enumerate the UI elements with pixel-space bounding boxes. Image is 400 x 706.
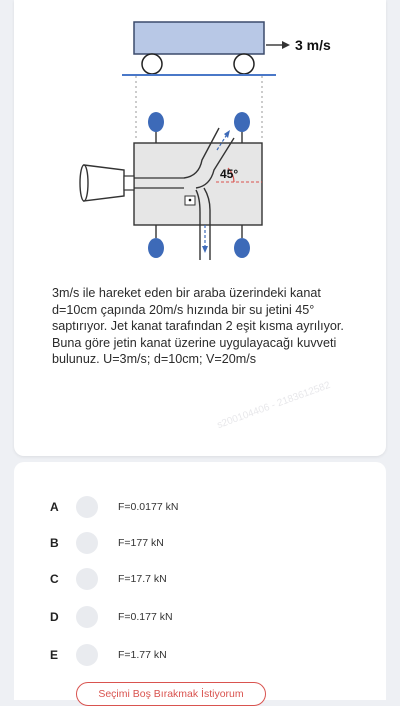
wheel-bottom-left (148, 238, 164, 258)
skip-button[interactable]: Seçimi Boş Bırakmak İstiyorum (76, 682, 266, 706)
option-text: F=1.77 kN (118, 649, 167, 661)
watermark: s200104406 - 2183612582 (215, 379, 332, 432)
lower-cart-body (134, 143, 262, 225)
angle-label: 45° (220, 167, 239, 181)
option-letter: C (50, 572, 59, 586)
wheel-top-left (148, 112, 164, 132)
option-a[interactable] (14, 492, 386, 522)
option-text: F=0.0177 kN (118, 501, 179, 513)
question-text: 3m/s ile hareket eden bir araba üzerindeki kanat d=10cm çapında 20m/s hızında bir su jetini 45° saptırıyor. Jet kanat tarafından 2 eşit kısma ayrılıyor. Buna göre jetin kanat üzerine uygulayacağı kuvveti bulunuz. U=3m/s; d=10cm; V=20m/s (52, 286, 344, 367)
velocity-arrowhead (282, 41, 290, 49)
radio-button[interactable] (76, 496, 98, 518)
answer-options-panel (14, 462, 386, 700)
option-letter: D (50, 610, 59, 624)
option-letter: A (50, 500, 59, 514)
radio-button[interactable] (76, 568, 98, 590)
radio-button[interactable] (76, 644, 98, 666)
cart-body (134, 22, 264, 54)
cart-wheel-right (234, 54, 254, 74)
option-text: F=177 kN (118, 537, 164, 549)
jet-deflection-figure (14, 0, 386, 275)
wheel-top-right (234, 112, 250, 132)
velocity-label: 3 m/s (295, 37, 331, 53)
wheel-bottom-right (234, 238, 250, 258)
option-letter: E (50, 648, 59, 662)
radio-button[interactable] (76, 532, 98, 554)
question-card (14, 0, 386, 456)
option-b[interactable] (14, 528, 386, 558)
option-d[interactable] (14, 602, 386, 632)
option-e[interactable] (14, 640, 386, 670)
cart-wheel-left (142, 54, 162, 74)
option-text: F=17.7 kN (118, 573, 167, 585)
option-c[interactable] (14, 564, 386, 594)
option-text: F=0.177 kN (118, 611, 173, 623)
option-letter: B (50, 536, 59, 550)
radio-button[interactable] (76, 606, 98, 628)
nozzle (84, 165, 124, 201)
